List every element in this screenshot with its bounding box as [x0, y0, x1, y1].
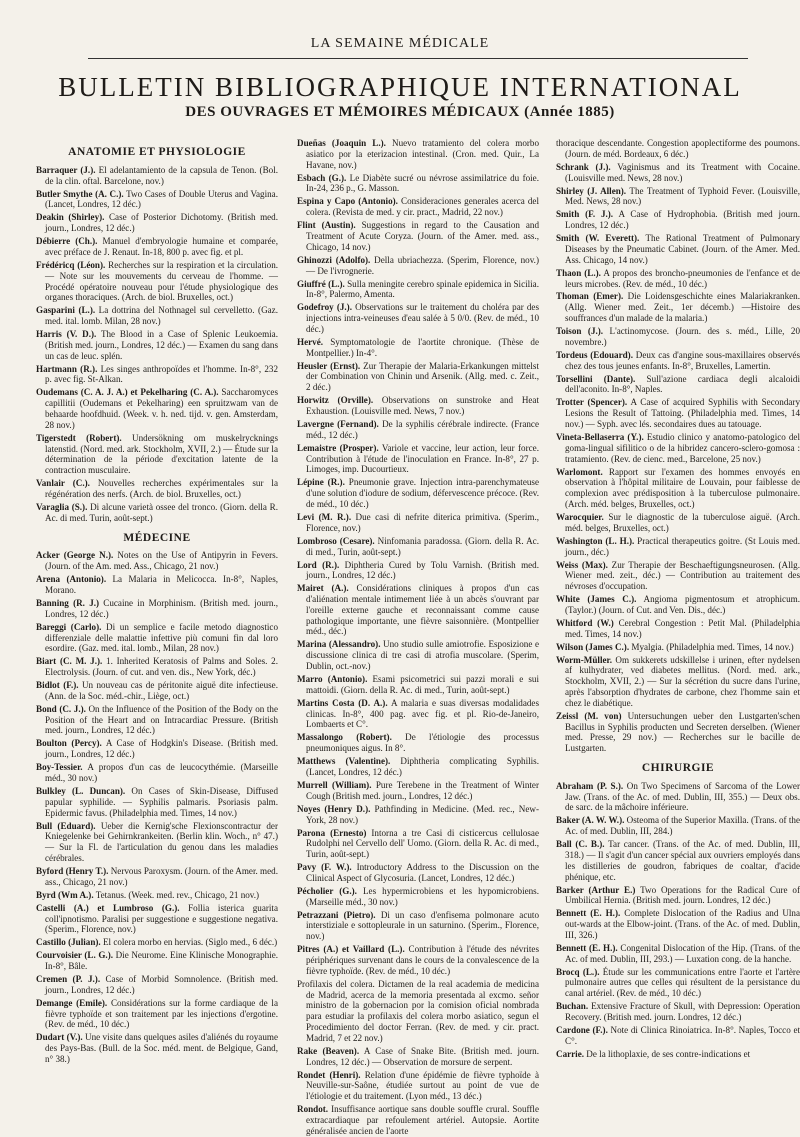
bibliography-entry: [556, 1049, 800, 1060]
entry-text: Notes on the Use of Antipyrin in Fevers. (Journ. of the Am. med. Ass., Chicago, 21 nov.): [45, 550, 278, 572]
entry-text: A propos des broncho-pneumonies de l'enfance et de leurs microbes. (Rev. de méd., 10 déc.): [565, 267, 800, 289]
entry-author: Lombroso (Cesare).: [297, 535, 375, 546]
bibliography-entry: [556, 1001, 800, 1023]
entry-text: Follia isterica guarita coll'ipnotismo. Paralisi per suggestione e suggestione negativa. (Sperim., Florence, nov.): [45, 902, 278, 935]
entry-text: Di un caso d'enfisema polmonare acuto interstiziale e sottopleurale in un saturnino. (Sperim., Florence, nov.): [306, 909, 540, 942]
bibliography-entry: [556, 186, 800, 208]
entry-author: Rondet (Henri).: [297, 1069, 361, 1080]
bibliography-entry: [297, 395, 539, 417]
entry-text: On Cases of Skin-Disease, Diffused papular syphilide. — Syphilis palmaris. Psoriasis palm. Epidermic favus. (Philadelphia med. Times, 14 nov.): [45, 785, 278, 818]
entry-text: Les hypermicrobiens et les hypomicrobiens. (Marseille méd., 30 nov.): [306, 885, 539, 907]
bibliography-entry: [36, 786, 278, 818]
entry-text: Practical therapeutics goitre. (St Louis med. journ., déc.): [565, 535, 800, 557]
entry-text: Nervous Paroxysm. (Journ. of the Amer. med. ass., Chicago, 21 nov.): [45, 865, 278, 887]
bibliography-entry: [36, 433, 278, 476]
entry-author: Ball (C. B.).: [556, 839, 605, 850]
bibliography-entry: [36, 974, 278, 996]
bibliography-entry: [297, 279, 539, 301]
entry-text: Ninfomania paradossa. (Giorn. della R. Ac. di med., Turin, août-sept.): [306, 535, 539, 557]
entry-author: Bond (C. J.).: [36, 703, 86, 714]
entry-text: Zur Therapie der Malaria-Erkankungen mittelst der Combination von Chinin und Arsenik. (Allg. med. c. Zeit., 2 déc.): [306, 360, 539, 393]
entry-text: Tetanus. (Week. med. rev., Chicago, 21 nov.): [93, 889, 260, 900]
entry-text: Zur Therapie der Beschaeftigungsneurosen. (Allg. Wiener med. zeit., déc.) — Contribution au traitement des névroses d'occupation.: [565, 559, 800, 592]
entry-author: Murrell (William).: [297, 779, 372, 790]
bibliography-entry: [36, 622, 278, 654]
entry-author: Cremen (P. J.).: [36, 974, 101, 985]
entry-text: Un nouveau cas de péritonite aiguë dite infectieuse. (Ann. de la Soc. méd.-chir., Liège, oct.): [45, 680, 278, 701]
bibliography-entry: [297, 560, 539, 582]
bibliography-entry: [297, 1104, 539, 1136]
entry-author: Wilson (James C.).: [556, 641, 630, 652]
entry-author: Buchan.: [556, 1001, 589, 1012]
entry-text: Cucaine in Morphinism. (British med. journ., Londres, 12 déc.): [45, 597, 278, 619]
entry-text: Intorna a tre Casi di cisticercus cellulosae Rudolphi nel Cervello dell' Uomo. (Giorn. della R. Ac. di med., Turin, août-sept.): [306, 827, 540, 860]
bibliography-entry: [297, 512, 539, 534]
entry-text: The Blood in a Case of Splenic Leukoemia. (British med. journ., Londres, 12 déc.) — Examen du sang dans un cas de leuc. splén.: [45, 329, 278, 361]
entry-text: Note di Clinica Rinoiatrica. In-8°. Naples, Tocco et C°.: [565, 1025, 800, 1046]
entry-text: The Treatment of Typhoid Fever. (Louisville, Med. News, 28 nov.): [565, 185, 800, 207]
entry-text: Tar cancer. (Trans. of the Ac. of med. Dublin, III, 318.) — Il s'agit d'un cancer spécial aux ouvriers employés dans les distilleries de goudron, fabriques de coaltar, d'acide phénique, etc.: [565, 839, 800, 882]
bibliography-entry: [36, 236, 278, 258]
entry-text: On the Influence of the Position of the Body on the Position of the Heart and on Intracardiac Pressure. (British med. journ., Londres, 12 déc.): [45, 703, 278, 736]
entry-author: Godefroy (J.).: [297, 302, 352, 313]
bulletin-title: BULLETIN BIBLIOGRAPHIQUE INTERNATIONAL: [58, 72, 742, 102]
bibliography-entry: [297, 979, 539, 1044]
entry-author: Vanlair (C.).: [36, 478, 90, 489]
bibliography-entry: [556, 1025, 800, 1047]
bibliography-entry: [556, 815, 800, 837]
entry-text: Due casi di nefrite diterica primitiva. (Sperim., Florence, nov.): [306, 511, 539, 533]
entry-text: Uno studio sulle amiotrofie. Esposizione e discussione clinica di tre casi di atrofia muscolare. (Sperim, Dublin, oct.-nov.): [306, 639, 539, 672]
entry-text: Sulla meningite cerebro spinale epidemica in Sicilia. In-8°, Palermo, Amenta.: [306, 278, 539, 300]
entry-author: Worm-Müller.: [556, 654, 612, 665]
bibliography-entry: [297, 337, 539, 359]
entry-author: Acker (George N.).: [36, 550, 114, 561]
bibliography-entry: [297, 756, 539, 778]
header-rule: [88, 58, 748, 59]
bibliography-entry: [297, 862, 539, 884]
entry-text: Considérations sur la forme cardiaque de la fièvre typhoïde et son traitement par les injections d'ergotine. (Rev. de méd., 10 déc.): [45, 997, 278, 1030]
entry-text: De l'étiologie des processus pneumoniques aigus. In 8°.: [306, 732, 539, 754]
entry-text: Estudio clinico y anatomo-patologico del goma-lingual sifilitico o de la hibridez cancero-sclero-gomosa : tratamiento. (Rev. de cienc. med., Barcelone, 25 nov.): [565, 431, 800, 464]
entry-text: Deux cas d'angine sous-maxillaires observés chez des tous jeunes enfants. In-8°, Bruxelles, Lamertin.: [565, 349, 800, 371]
bibliography-entry: [297, 1046, 539, 1068]
entry-text: Die Loidensgeschichte eines Malariakranken. (Allg. Wiener med. Zeit., 1er décemb.) —Histoire des souffrances d'un malade de la malaria.): [565, 291, 800, 324]
entry-author: Tigerstedt (Robert).: [36, 432, 122, 443]
entry-author: Bidlot (F.).: [36, 680, 79, 691]
entry-text: Pneumonie grave. Injection intra-parenchymateuse d'une solution d'iodure de sodium, défervescence précoce. (Rev. de méd., 10 déc.): [306, 477, 539, 509]
entry-text: A Case of Hydrophobia. (British med journ. Londres, 12 déc.): [565, 209, 800, 231]
bibliography-entry: [297, 828, 539, 860]
bibliography-entry: [297, 1070, 539, 1102]
entry-text: thoracique descendante. Congestion apoplectiforme des poumons. (Journ. de méd. Bordeaux, 6 déc.): [556, 138, 800, 159]
entry-author: Lavergne (Fernand).: [297, 419, 379, 429]
entry-author: Esbach (G.).: [297, 172, 347, 183]
entry-text: L'actinomycose. (Journ. des s. méd., Lille, 20 novembre.): [565, 326, 800, 347]
entry-author: Martins Costa (D. A.).: [297, 697, 388, 708]
entry-author: Boy-Tessier.: [36, 762, 83, 773]
entry-text: Nouvelles recherches expérimentales sur la régénération des nerfs. (Arch. de biol. Bruxelles, oct.): [45, 478, 278, 499]
entry-text: Une visite dans quelques asiles d'aliénés du royaume des Pays-Bas. (Bull. de la Soc. méd. ment. de Belgique, Gand, n° 38.): [45, 1032, 278, 1064]
entry-author: Ghinozzi (Adolfo).: [297, 254, 371, 265]
bibliography-entry: [36, 165, 278, 187]
entry-author: Tordeus (Edouard).: [556, 349, 633, 360]
bibliography-entry: [297, 804, 539, 826]
bibliography-entry: [297, 698, 539, 730]
bibliography-entry: [556, 233, 800, 265]
entry-author: Abraham (P. S.).: [556, 780, 624, 791]
bibliography-entry: [297, 674, 539, 696]
entry-author: Torsellini (Dante).: [556, 373, 636, 384]
bibliography-entry: [556, 374, 800, 396]
entry-text: Profilaxis del colera. Dictamen de la real academia de medicina de Madrid, acerca de la memoria presentada al excmo. señor ministro de la gobernacion por la comision oficial nombrada para estudiar la profilaxis del colera morbo asiatico, segun el Procedimiento del doctor Ferran. (Rev. de med. y cir. pract. Madrid, 7 et 22 nov.): [297, 978, 539, 1043]
bibliography-entry: [556, 138, 800, 160]
entry-text: Suggestions in regard to the Causation and Treatment of Acute Coryza. (Journ. of the Amer. med. ass., Chicago, 14 nov.): [306, 220, 540, 252]
bibliography-entry: [36, 680, 278, 702]
entry-author: Débierre (Ch.).: [36, 236, 98, 247]
entry-author: Dudart (V.).: [36, 1032, 83, 1043]
entry-author: Horwitz (Orville).: [297, 395, 374, 406]
entry-author: Levi (M. R.).: [297, 511, 352, 522]
bibliography-entry: [36, 890, 278, 901]
entry-author: Bareggi (Carlo).: [36, 621, 102, 632]
entry-text: 1. Inherited Keratosis of Palms and Soles. 2. Electrolysis. (Journ. of cut. and ven. dis., New York, déc.): [45, 656, 278, 678]
entry-author: Flint (Austin).: [297, 220, 356, 231]
entry-author: Pitres (A.) et Vaillard (L.).: [297, 944, 405, 955]
bibliography-entry: [297, 639, 539, 671]
bibliography-entry: [36, 574, 278, 596]
bibliography-entry: [556, 885, 800, 907]
bibliography-entry: [297, 138, 539, 170]
entry-text: A propos d'un cas de leucocythémie. (Marseille méd., 30 nov.): [45, 762, 278, 783]
bibliography-entry: [556, 618, 800, 640]
bibliography-entry: [36, 478, 278, 500]
bibliography-entry: [297, 361, 539, 393]
bibliography-entry: [36, 821, 278, 864]
bibliography-entry: [36, 656, 278, 678]
bibliography-entry: [297, 780, 539, 802]
entry-text: Ueber die Kernig'sche Flexionscontractur der Kniegelenke bei Gehirnkrankeiten. (Berlin klin. Woch., n° 47.) — Sur la Fl. de l'articulation du genou dans les maladies cérébrales.: [45, 820, 278, 863]
section-heading: ANATOMIE ET PHYSIOLOGIE: [68, 146, 246, 158]
entry-author: Castelli (A.) et Lumbroso (G.).: [36, 902, 180, 913]
bibliography-entry: [36, 598, 278, 620]
entry-author: Arena (Antonio).: [36, 574, 107, 585]
entry-author: Barraquer (J.).: [36, 164, 96, 175]
entry-author: Byrd (Wm A.).: [36, 889, 94, 900]
entry-author: Byford (Henry T.).: [36, 865, 109, 876]
entry-text: Consideraciones generales acerca del colera. (Revista de med. y cir. pract., Madrid, 22 nov.): [306, 196, 539, 218]
entry-author: Cardone (F.).: [556, 1025, 608, 1036]
bibliography-entry: [36, 937, 278, 948]
entry-author: Butler Smythe (A. C.).: [36, 188, 124, 199]
entry-author: Thoman (Emer).: [556, 291, 624, 302]
bibliography-entry: [556, 162, 800, 184]
bibliography-entry: [556, 268, 800, 290]
entry-author: Smith (F. J.).: [556, 209, 614, 220]
entry-text: Case of Morbid Somnolence. (British med. journ., Londres, 12 déc.): [45, 974, 278, 995]
entry-text: Sur le diagnostic de la tuberculose aiguë. (Arch. méd. belges, Bruxelles, oct.): [565, 511, 800, 533]
entry-text: Esami psicometrici sui pazzi morali e sui mattoidi. (Giorn. della R. Ac. di med., Turin, août-sept.): [306, 674, 539, 695]
entry-author: Dueñas (Joaquin L.).: [297, 138, 386, 148]
entry-text: Nuevo tratamiento del colera morbo asiatico por la eterizacion intestinal. (Cron. med. Quir., La Havane, nov.): [306, 138, 539, 170]
entry-author: Rondot.: [297, 1104, 329, 1115]
bibliography-entry: [36, 704, 278, 736]
bibliography-entry: [36, 387, 278, 430]
entry-author: Boulton (Percy).: [36, 738, 102, 749]
bibliography-entry: [36, 329, 278, 361]
entry-text: Contribution à l'étude des névrites périphériques survenant dans le cours de la convalescence de la fièvre typhoïde. (Rev. de méd., 10 déc.): [306, 944, 539, 976]
entry-text: La dottrina del Nothnagel sul cervelletto. (Gaz. med. ital. lomb. Milan, 28 nov.): [45, 305, 278, 327]
bibliography-entry: [36, 364, 278, 386]
bibliography-entry: [36, 998, 278, 1030]
entry-text: A Case of acquired Syphilis with Secondary Lesions the Result of Tattoing. (Philadelphia med. Times, 14 nov.) — Syph. avec lés. secondaires dues au tatouage.: [565, 397, 800, 429]
entry-author: Frédéricq (Léon).: [36, 259, 106, 270]
bibliography-entry: [297, 886, 539, 908]
entry-text: On Two Specimens of Sarcoma of the Lower Jaw. (Trans. of the Ac. of med. Dublin, III, 355.) — Deux obs. de sarc. de la mâchoire inférieure.: [565, 780, 800, 813]
bibliography-entry: [556, 467, 800, 510]
entry-author: Heusler (Ernst).: [297, 360, 361, 371]
bibliography-entry: [556, 512, 800, 534]
bibliography-entry: [556, 967, 800, 999]
bibliography-entry: [36, 305, 278, 327]
entry-author: Massalongo (Robert).: [297, 732, 392, 743]
entry-author: Carrie.: [556, 1048, 585, 1059]
bibliography-entry: [556, 350, 800, 372]
entry-text: The Rational Treatment of Pulmonary Diseases by the Pneumatic Cabinet. (Journ. of the Amer. Med. Ass. Chicago, 14 nov.): [565, 233, 800, 265]
entry-author: Harris (V. D.).: [36, 329, 97, 340]
entry-text: Myalgia. (Philadelphia med. Times, 14 nov.): [629, 641, 794, 652]
section-heading: MÉDECINE: [123, 531, 191, 544]
entry-text: Introductory Address to the Discussion on the Clinical Aspect of Glycosuria. (Lancet, Londres, 12 déc.): [306, 862, 539, 883]
entry-text: Di alcune varietà ossee del tronco. (Giorn. della R. Ac. di med. Turin, août-sept.): [45, 501, 278, 523]
bibliography-entry: [556, 781, 800, 813]
bibliography-entry: [556, 536, 800, 558]
bibliography-entry: [297, 419, 539, 441]
bibliography-entry: [36, 762, 278, 784]
entry-author: Hartmann (R.).: [36, 363, 98, 374]
entry-text: El colera morbo en hervias. (Siglo med., 6 déc.): [100, 937, 278, 948]
bibliography-entry: [556, 943, 800, 965]
entry-author: Bennett (E. H.).: [556, 908, 621, 919]
bibliography-entry: [556, 655, 800, 709]
entry-text: Observations on sunstroke and Heat Exhaustion. (Louisville med. News, 7 nov.): [306, 395, 539, 417]
entry-author: Banning (R. J.): [36, 597, 100, 608]
entry-text: Pure Terebene in the Treatment of Winter Cough (British med. journ., Londres, 12 déc.): [306, 779, 539, 801]
entry-text: Osteoma of the Superior Maxilla. (Trans. of the Ac. of med. Dublin, III, 284.): [565, 815, 800, 837]
bibliography-entry: [297, 173, 539, 195]
entry-author: Demange (Emile).: [36, 997, 108, 1008]
bibliography-entry: [297, 302, 539, 334]
column-3: [556, 138, 800, 1128]
entry-text: Recherches sur la respiration et la circulation. — Note sur les mouvements du cerveau de l'homme. — Procédé opératoire nouveau pour l'étude physiologique des organes thoraciques. (Arch. de biol. Bruxelles, oct.): [45, 259, 279, 303]
entry-author: Schrank (J.).: [556, 161, 611, 172]
entry-author: Warlomont.: [556, 466, 603, 477]
entry-author: Smith (W. Everett).: [556, 233, 640, 244]
entry-text: A malaria e suas diversas modalidades clinicas. In-8°, 400 pag. avec fig. et pl. Rio-de-Janeiro, Lombaerts et C°.: [306, 697, 539, 730]
entry-author: Giuffré (L.).: [297, 278, 345, 289]
entry-text: Les singes anthropoïdes et l'homme. In-8°, 232 p. avec fig. St-Alkan.: [45, 363, 278, 385]
entry-text: Vaginismus and its Treatment with Cocaine. (Louisville med. News, 28 nov.): [565, 161, 800, 183]
entry-text: Étude sur les communications entre l'aorte et l'artère pulmonaire autres que celles qui résultent de la persistance du canal artériel. (Rev. de méd., 10 déc.): [565, 966, 800, 999]
bibliography-entry: [297, 536, 539, 558]
bibliography-entry: [36, 903, 278, 935]
entry-author: Marina (Alessandro).: [297, 639, 381, 650]
entry-author: Bennett (E. H.).: [556, 942, 618, 953]
entry-author: Shirley (J. Allen).: [556, 185, 627, 196]
bibliography-entry: [297, 910, 539, 942]
entry-author: Lemaistre (Prosper).: [297, 442, 379, 453]
bibliography-entry: [556, 711, 800, 754]
entry-author: Castillo (Julian).: [36, 937, 101, 948]
entry-author: Gasparini (L.).: [36, 305, 96, 316]
entry-text: El adelantamiento de la capsula de Tenon. (Bol. de la clin. oftal. Barcelone, nov.): [45, 164, 278, 186]
entry-text: Insuffisance aortique sans double souffle crural. Souffle extracardiaque par refoulement artériel. Autopsie. Aortite généralisée ancien de l'aorte: [306, 1104, 539, 1136]
entry-author: Warocquier.: [556, 511, 604, 522]
entry-text: Angioma pigmentosum et atrophicum. (Taylor.) (Journ. of Cut. and Ven. Dis., déc.): [565, 594, 800, 615]
entry-author: Hervé.: [297, 336, 324, 347]
entry-text: Symptomatologie de l'aortite chronique. (Thèse de Montpellier.) In-4°.: [306, 336, 539, 358]
entry-text: Observations sur le traitement du choléra par des injections intra-veineuses d'eau salée à 5 0/0. (Rev. de méd., 10 déc.): [306, 302, 539, 334]
entry-author: Rake (Beaven).: [297, 1045, 360, 1056]
entry-author: Thaon (L.).: [556, 267, 601, 278]
running-header: LA SEMAINE MÉDICALE: [310, 36, 490, 51]
entry-text: Considérations cliniques à propos d'un cas d'aliénation mentale intimement liée à un abcès s'ouvrant par l'oreille externe gauche et reconnaissant comme cause pathologique importante, une fièvre saisonnière. (Montpellier méd., déc.): [306, 583, 539, 637]
entry-text: Saccharomyces capillitii (Oudemans et Pekelharing) een spruitzwam van de behaarde hoofdhuid. (Week. v. h. ned. tijd. v. gen. Amsterdam, 28 nov.): [45, 387, 278, 430]
entry-text: Om sukkerets udskillelse i urinen, efter nydelsen af kulhydrater, ved diabetes mellitus. (Nord. med. ark., Stockholm, XVII, 2.) — Sur la sécrétion du sucre dans l'urine, après l'absorption d'hydrates de carbone, chez l'homme sain et chez le diabétique.: [565, 654, 800, 708]
entry-text: Complete Dislocation of the Radius and Ulna out-wards at the Elbow-joint. (Trans. of the Ac. of med. Dublin, III, 326.): [565, 908, 800, 940]
bibliography-entry: [556, 397, 800, 429]
entry-text: Undersökning om muskelrycknings latenstid. (Nord. med. ark. Stockholm, XVII, 2.) — Étude sur la détermination de la période d'excitation latente de la contraction musculaire.: [45, 432, 278, 476]
entry-text: Sull'azione cardiaca degli alcaloidi dell'aconito. In-8°, Naples.: [565, 373, 800, 395]
entry-text: Rapport sur l'examen des hommes envoyés en observation à l'hôpital militaire de Louvain, pour faiblesse de complexion avec prédisposition à la tuberculose pulmonaire. (Arch. méd. belges, Bruxelles, oct.): [565, 466, 800, 509]
entry-text: Two Operations for the Radical Cure of Umbilical Hernia. (British med. journ. Londres, 12 déc.): [565, 884, 800, 906]
entry-text: Di un semplice e facile metodo diagnostico differenziale delle malattie infettive più comuni fin dal loro esordire. (Gaz. med. ital. lomb., Milan, 28 nov.): [45, 621, 279, 654]
column-2: [297, 138, 540, 1136]
bibliography-entry: [297, 255, 539, 277]
entry-author: Trotter (Spencer).: [556, 397, 628, 408]
entry-author: Washington (L. H.).: [556, 535, 635, 546]
bibliography-entry: [36, 950, 278, 972]
bibliography-entry: [556, 642, 800, 653]
bibliography-entry: [556, 594, 800, 616]
bibliography-entry: [556, 326, 800, 348]
bibliography-entry: [297, 443, 539, 475]
entry-author: Weiss (Max).: [556, 559, 608, 570]
entry-author: Marro (Antonio).: [297, 674, 368, 685]
entry-text: Diphtheria Cured by Tolu Varnish. (British med. journ., Londres, 12 déc.): [306, 559, 539, 581]
bibliography-entry: [36, 550, 278, 572]
entry-author: Zeissl (M. von): [556, 710, 622, 721]
entry-author: Noyes (Henry D.).: [297, 803, 371, 814]
entry-author: Toison (J.).: [556, 326, 604, 337]
entry-text: Manuel d'embryologie humaine et comparée, avec préface de J. Renaut. In-18, 800 p. avec fig. et pl.: [45, 236, 278, 257]
bibliography-entry: [297, 220, 539, 252]
bibliography-entry: [36, 212, 278, 234]
bibliography-entry: [36, 738, 278, 760]
bibliography-entry: [36, 189, 278, 211]
entry-text: Le Diabète sucré ou névrose assimilatrice du foie. In-24, 236 p., G. Masson.: [306, 172, 539, 194]
bibliography-entry: [297, 732, 539, 754]
entry-author: Baker (A. W. W.).: [556, 815, 625, 826]
entry-text: Two Cases of Double Uterus and Vagina. (Lancet, Londres, 12 déc.): [45, 188, 278, 210]
bibliography-entry: [556, 291, 800, 323]
entry-author: Barker (Arthur E.): [556, 884, 636, 895]
entry-author: Oudemans (C. A. J. A.) et Pekelharing (C. A.).: [36, 387, 219, 398]
entry-author: Matthews (Valentine).: [297, 756, 391, 767]
entry-author: Bull (Eduard).: [36, 820, 96, 831]
entry-author: Whitford (W.): [556, 617, 614, 628]
bibliography-entry: [36, 502, 278, 524]
entry-text: Della ubriachezza. (Sperim, Florence, nov.) — De l'ivrognerie.: [306, 254, 539, 276]
bibliography-entry: [556, 560, 800, 592]
entry-author: Petrazzani (Pietro).: [297, 909, 376, 920]
bulletin-subtitle: DES OUVRAGES ET MÉMOIRES MÉDICAUX (Année 1885): [185, 104, 615, 120]
bibliography-entry: [36, 1032, 278, 1064]
entry-author: White (James C.).: [556, 594, 637, 605]
entry-text: La Malaria in Melicocca. In-8°, Naples, Morano.: [45, 574, 279, 595]
entry-author: Courvoisier (L. G.).: [36, 950, 114, 961]
entry-text: Diphtheria complicating Syphilis. (Lancet, Londres, 12 déc.): [306, 756, 539, 777]
bibliography-entry: [556, 908, 800, 940]
entry-text: Die Neurome. Eine Klinische Monographie. In-8°, Bâle.: [45, 950, 279, 972]
entry-text: Case of Posterior Dichotomy. (British med. journ., Londres, 12 déc.): [45, 212, 278, 234]
entry-text: Congenital Dislocation of the Hip. (Trans. of the Ac. of med. Dublin, III, 293.) — Luxation cong. de la hanche.: [565, 942, 800, 964]
entry-author: Biart (C. M. J.).: [36, 656, 103, 667]
bibliography-entry: [36, 866, 278, 888]
bibliography-entry: [297, 944, 539, 976]
entry-text: Extensive Fracture of Skull, with Depression: Operation Recovery. (British med. journ. Londres, 12 déc.): [565, 1001, 800, 1023]
bibliography-entry: [297, 583, 539, 637]
bibliography-entry: [556, 839, 800, 882]
entry-text: Pathfinding in Medicine. (Med. rec., New-York, 28 nov.): [306, 803, 539, 825]
entry-author: Pécholier (G.).: [297, 885, 357, 896]
entry-author: Lord (R.).: [297, 559, 340, 570]
entry-text: A Case of Hodgkin's Disease. (British med. journ., Londres, 12 déc.): [45, 738, 278, 760]
entry-text: Relation d'une épidémie de fièvre typhoïde à Neuville-sur-Saône, étudiée surtout au point de vue de l'étiologie et du traitement. (Lyon méd., 13 déc.): [306, 1069, 539, 1102]
entry-text: A Case of Snake Bite. (British med. journ. Londres, 12 déc.) — Observation de morsure de serpent.: [306, 1045, 539, 1067]
entry-author: Deakin (Shirley).: [36, 212, 105, 223]
entry-author: Varaglia (S.).: [36, 501, 88, 512]
entry-text: Untersuchungen ueber den Lustgarten'schen Bacillus in Syphilis producten und Secreten derselben. (Wiener med. Presse, 29 nov.) — Recherches sur le bacille de Lustgarten.: [565, 710, 800, 754]
entry-text: Variole et vaccine, leur action, leur force. Contribution à l'étude de l'inoculation en France. In-8°, 27 p. Limoges, imp. Ducourtieux.: [306, 442, 539, 475]
entry-author: Pavy (F. W.).: [297, 862, 352, 873]
entry-text: De la lithoplaxie, de ses contre-indications et: [584, 1048, 751, 1059]
entry-author: Lépine (R.).: [297, 477, 345, 488]
column-1: [36, 138, 278, 1128]
bibliography-entry: [297, 196, 539, 218]
entry-author: Vineta-Bellaserra (Y.).: [556, 431, 644, 442]
entry-author: Brocq (L.).: [556, 966, 600, 977]
entry-author: Parona (Ernesto): [297, 827, 367, 838]
entry-author: Mairet (A.).: [297, 583, 349, 594]
entry-text: De la syphilis cérébrale indirecte. (France méd., 12 déc.): [306, 419, 539, 440]
bibliography-entry: [556, 432, 800, 464]
bibliography-entry: [297, 477, 539, 509]
bibliography-entry: [36, 260, 278, 303]
entry-author: Espina y Capo (Antonio).: [297, 196, 398, 207]
entry-author: Bulkley (L. Duncan).: [36, 785, 126, 796]
section-heading: CHIRURGIE: [641, 761, 715, 774]
bibliography-entry: [556, 209, 800, 231]
entry-text: Cerebral Congestion : Petit Mal. (Philadelphia med. Times, 14 nov.): [565, 617, 800, 639]
